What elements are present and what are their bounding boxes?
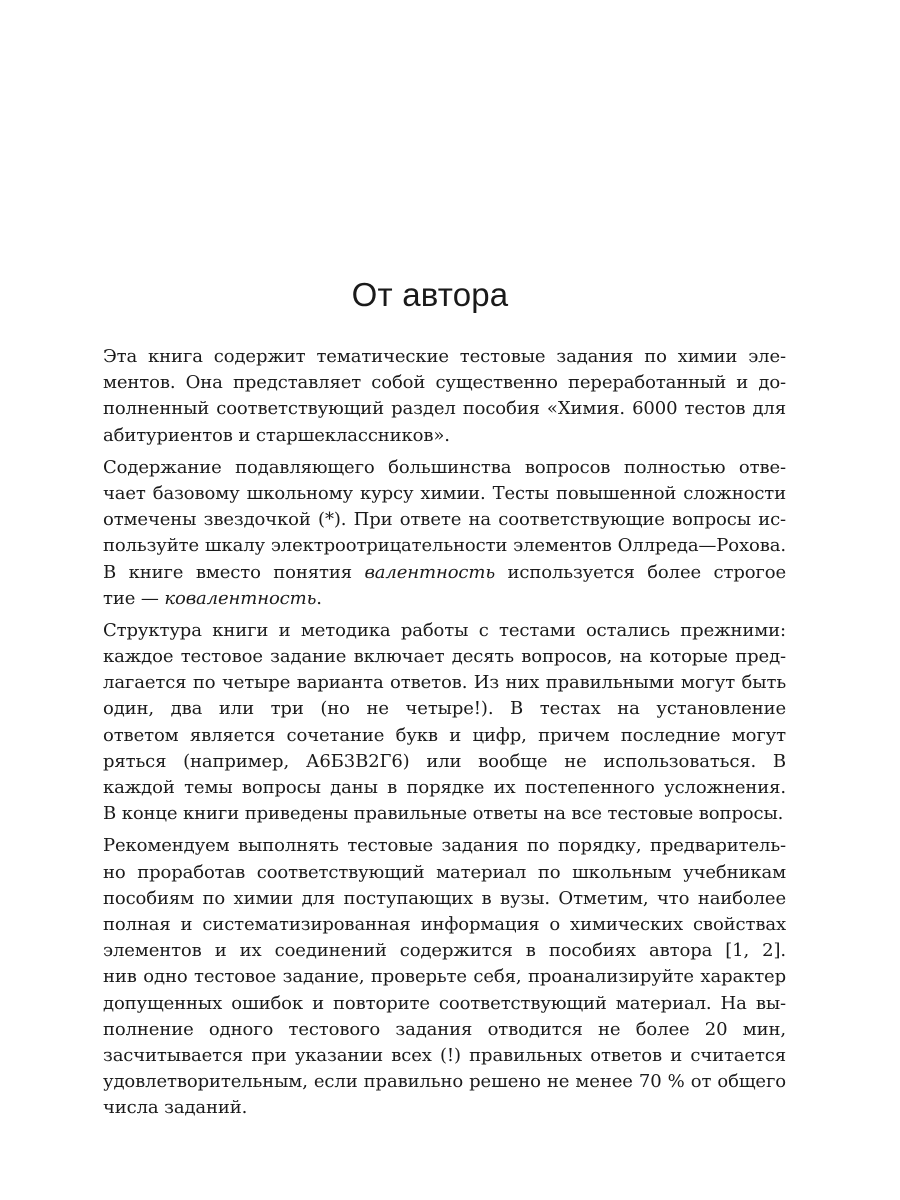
text-line: ответом является сочетание букв и цифр, причем последние могут (103, 724, 786, 746)
text-line: каждое тестовое задание включает десять вопросов, на которые пред- (103, 646, 786, 668)
text-line: ментов. Она представляет собой существенно переработанный и до- (103, 372, 786, 394)
paragraph-3 (74, 618, 786, 828)
text-line: числа заданий. (103, 1097, 248, 1119)
text-line: ряться (например, А6Б3В2Г6) или вообще не использоваться. В (103, 750, 786, 772)
text-line (74, 586, 786, 612)
page-title: От автора (351, 276, 509, 313)
text-line: лагается по четыре варианта ответов. Из них правильными могут быть (103, 672, 786, 694)
text-line: полненный соответствующий раздел пособия «Химия. 6000 тестов для (103, 398, 786, 420)
text-run: В книге вместо понятия (103, 561, 365, 583)
text-line: В конце книги приведены правильные ответы на все тестовые вопросы. (103, 803, 784, 825)
text-line: Структура книги и методика работы с тестами остались прежними: (103, 619, 786, 641)
italic-term-kovalentnost: ковалентность (164, 587, 317, 609)
text-run: тие — (103, 587, 165, 609)
text-line: каждой темы вопросы даны в порядке их постепенного усложнения. (103, 777, 786, 798)
text-line (74, 560, 786, 586)
text-line: один, два или три (но не четыре!). В тестах на установление (103, 698, 786, 720)
text-line: пособиям по химии для поступающих в вузы. Отметим, что наиболее (103, 887, 786, 909)
text-line: полная и систематизированная информация о химических свойствах (103, 913, 786, 935)
text-line: абитуриентов и старшеклассников». (103, 424, 450, 446)
text-line: допущенных ошибок и повторите соответствующий материал. На вы- (103, 992, 786, 1014)
paragraph-2 (74, 455, 786, 612)
text-line: Эта книга содержит тематические тестовые задания по химии эле- (103, 346, 786, 367)
text-line: элементов и их соединений содержится в пособиях автора [1, 2]. (103, 940, 786, 962)
text-line: чает базовому школьному курсу химии. Тесты повышенной сложности (103, 482, 786, 504)
paragraph-1 (74, 344, 786, 449)
paragraph-4 (74, 833, 786, 1121)
text-line: засчитывается при указании всех (!) правильных ответов и считается (103, 1044, 786, 1066)
italic-term-valentnost: валентность (364, 561, 496, 583)
text-line: нив одно тестовое задание, проверьте себя, проанализируйте характер (103, 966, 786, 988)
text-run: используется более строгое (507, 561, 786, 583)
text-line: отмечены звездочкой (*). При ответе на соответствующие вопросы ис- (103, 509, 786, 531)
text-line: Рекомендуем выполнять тестовые задания по порядку, предваритель- (103, 835, 786, 857)
text-line: полнение одного тестового задания отводится не более 20 мин, (103, 1018, 786, 1040)
text-line: пользуйте шкалу электроотрицательности элементов Оллреда—Рохова. (103, 535, 786, 557)
text-line: но проработав соответствующий материал по школьным учебникам (103, 861, 786, 883)
text-line: Содержание подавляющего большинства вопросов полностью отве- (103, 456, 786, 478)
text-line: удовлетворительным, если правильно решено не менее 70 % от общего (103, 1071, 786, 1093)
body-text (74, 344, 786, 1121)
text-run: . (316, 587, 322, 609)
